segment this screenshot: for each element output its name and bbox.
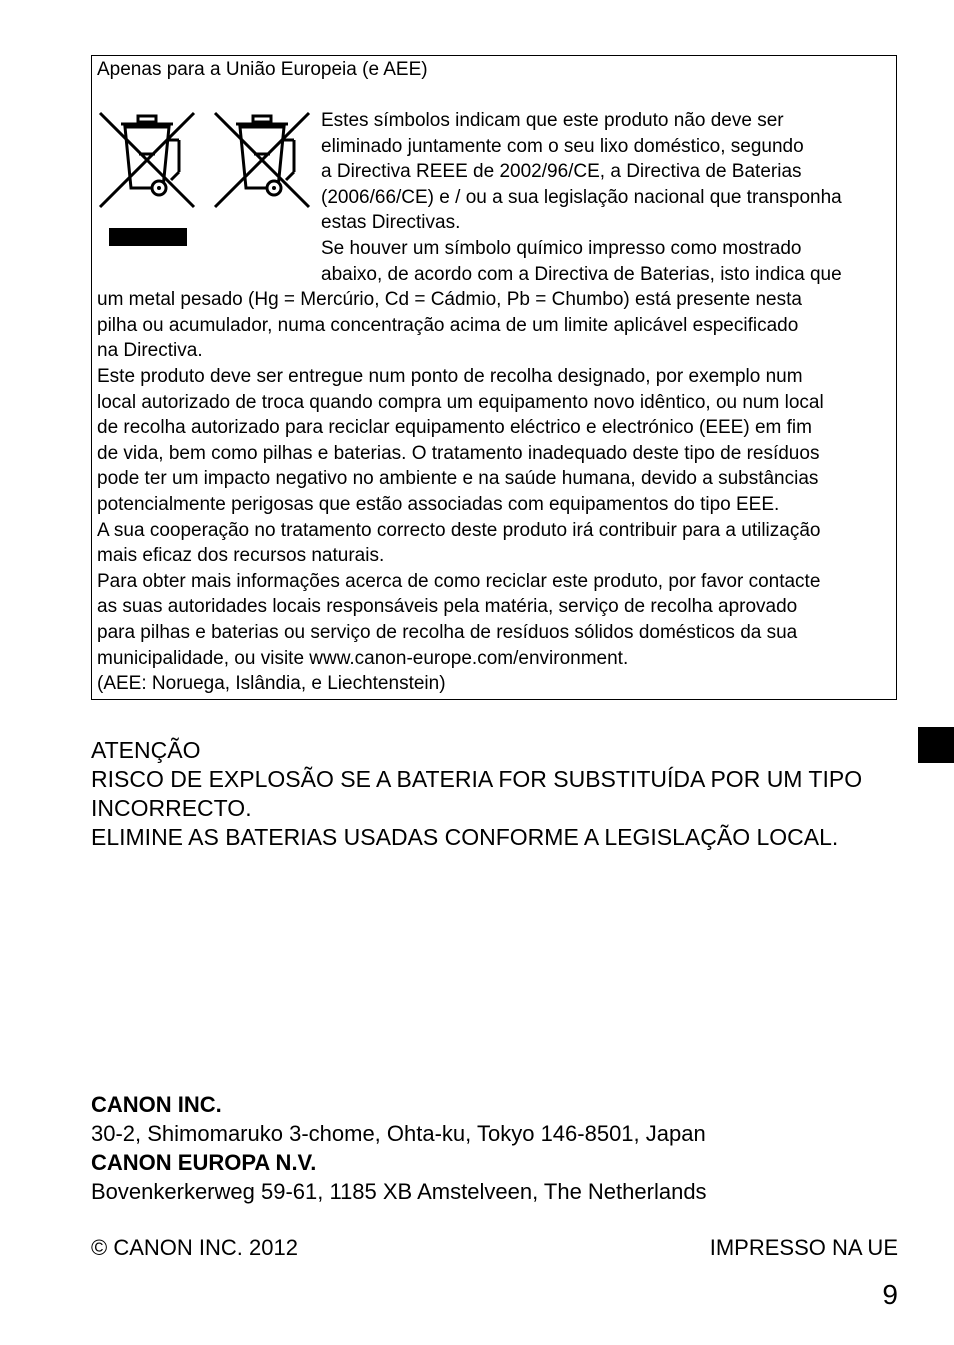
weee-line: pode ter um impacto negativo no ambiente e na saúde humana, devido a substâncias xyxy=(97,468,819,490)
weee-line: Este produto deve ser entregue num ponto de recolha designado, por exemplo num xyxy=(97,366,803,387)
weee-line: a Directiva REEE de 2002/96/CE, a Directiva de Baterias xyxy=(321,161,802,183)
warning-line: RISCO DE EXPLOSÃO SE A BATERIA FOR SUBSTITUÍDA POR UM TIPO xyxy=(91,766,863,792)
canon-europa-address: Bovenkerkerweg 59-61, 1185 XB Amstelveen, The Netherlands xyxy=(91,1179,707,1204)
weee-line: mais eficaz dos recursos naturais. xyxy=(97,545,385,567)
page-number: 9 xyxy=(882,1279,898,1310)
weee-line: Se houver um símbolo químico impresso como mostrado xyxy=(321,238,802,259)
weee-line: municipalidade, ou visite www.canon-europe.com/environment. xyxy=(97,647,629,669)
weee-line: abaixo, de acordo com a Directiva de Baterias, isto indica que xyxy=(321,263,842,285)
canon-inc-name: CANON INC. xyxy=(91,1092,222,1117)
weee-notice-box xyxy=(91,55,897,700)
weee-line: potencialmente perigosas que estão associadas com equipamentos do tipo EEE. xyxy=(97,494,780,515)
copyright: © CANON INC. 2012 xyxy=(91,1235,298,1260)
weee-line: pilha ou acumulador, numa concentração acima de um limite aplicável especificado xyxy=(97,314,799,336)
weee-line: de recolha autorizado para reciclar equipamento eléctrico e electrónico (EEE) em fim xyxy=(97,417,812,439)
weee-line: Para obter mais informações acerca de como reciclar este produto, por favor contacte xyxy=(97,570,821,592)
chemical-symbol-bar xyxy=(109,228,187,246)
printed-in: IMPRESSO NA UE xyxy=(709,1235,898,1260)
battery-warning xyxy=(91,736,862,852)
weee-line: local autorizado de troca quando compra um equipamento novo idêntico, ou num local xyxy=(97,391,824,413)
canon-inc-address: 30-2, Shimomaruko 3-chome, Ohta-ku, Tokyo 146-8501, Japan xyxy=(91,1121,706,1146)
warning-line: ELIMINE AS BATERIAS USADAS CONFORME A LEGISLAÇÃO LOCAL. xyxy=(91,824,839,850)
warning-line: INCORRECTO. xyxy=(91,795,252,821)
weee-line: um metal pesado (Hg = Mercúrio, Cd = Cádmio, Pb = Chumbo) está presente nesta xyxy=(97,289,802,311)
weee-line: eliminado juntamente com o seu lixo doméstico, segundo xyxy=(321,135,804,157)
weee-line: A sua cooperação no tratamento correcto deste produto irá contribuir para a utilização xyxy=(97,519,821,541)
section-tab-marker xyxy=(918,727,954,763)
canon-europa-name: CANON EUROPA N.V. xyxy=(91,1150,317,1175)
weee-line: as suas autoridades locais responsáveis pela matéria, serviço de recolha aprovado xyxy=(97,596,798,618)
weee-line: na Directiva. xyxy=(97,340,203,362)
weee-line: estas Directivas. xyxy=(321,212,461,234)
weee-line: de vida, bem como pilhas e baterias. O tratamento inadequado deste tipo de resíduos xyxy=(97,442,820,464)
crossed-bin-icon xyxy=(97,110,197,210)
weee-header: Apenas para a União Europeia (e AEE) xyxy=(97,59,428,80)
weee-line: (2006/66/CE) e / ou a sua legislação nacional que transponha xyxy=(321,186,842,208)
weee-line: para pilhas e baterias ou serviço de recolha de resíduos sólidos domésticos da sua xyxy=(97,622,798,643)
company-addresses xyxy=(91,1090,707,1206)
warning-line: ATENÇÃO xyxy=(91,737,201,763)
weee-line: Estes símbolos indicam que este produto não deve ser xyxy=(321,110,784,131)
crossed-bin-icon xyxy=(212,110,312,210)
weee-line: (AEE: Noruega, Islândia, e Liechtenstein) xyxy=(97,673,446,695)
